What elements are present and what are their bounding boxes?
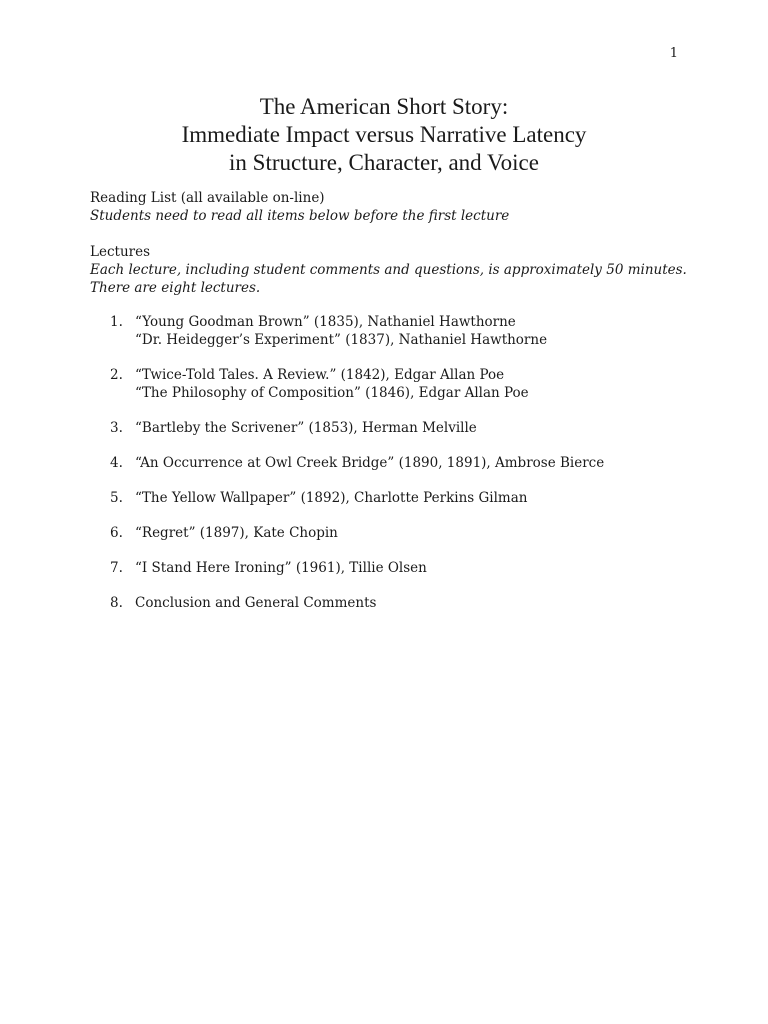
lecture-item (90, 559, 710, 577)
lecture-number: 6. (110, 525, 123, 541)
title-line-3: in Structure, Character, and Voice (229, 150, 539, 175)
lecture-reading: “I Stand Here Ironing” (1961), Tillie Olsen (135, 560, 427, 576)
lectures-heading: Lectures (90, 244, 151, 260)
lecture-reading: “The Philosophy of Composition” (1846), Edgar Allan Poe (135, 385, 529, 401)
reading-list-section (90, 189, 690, 225)
lecture-number: 4. (110, 455, 123, 471)
title-line-1: The American Short Story: (259, 94, 509, 119)
lecture-reading: “The Yellow Wallpaper” (1892), Charlotte Perkins Gilman (135, 490, 528, 506)
title-line-2: Immediate Impact versus Narrative Latency (181, 122, 587, 147)
lecture-reading: “Regret” (1897), Kate Chopin (135, 525, 338, 541)
lecture-item (90, 313, 710, 349)
lecture-number: 2. (110, 367, 123, 383)
lecture-number: 5. (110, 490, 123, 506)
lecture-item (90, 594, 710, 612)
reading-list-note: Students need to read all items below before the first lecture (90, 208, 510, 224)
lectures-note-line-2: There are eight lectures. (90, 280, 261, 296)
lecture-reading: “Bartleby the Scrivener” (1853), Herman Melville (135, 420, 477, 436)
lecture-number: 8. (110, 595, 123, 611)
lecture-number: 3. (110, 420, 123, 436)
lecture-list (90, 313, 710, 629)
lecture-item (90, 454, 710, 472)
lecture-item (90, 366, 710, 402)
lecture-item (90, 524, 710, 542)
lecture-number: 7. (110, 560, 123, 576)
lecture-reading: “Dr. Heidegger’s Experiment” (1837), Nathaniel Hawthorne (135, 332, 548, 348)
lecture-reading: Conclusion and General Comments (135, 595, 377, 611)
lecture-number: 1. (110, 314, 123, 330)
lectures-note-line-1: Each lecture, including student comments and questions, is approximately 50 minutes. (90, 262, 687, 278)
lecture-reading: “An Occurrence at Owl Creek Bridge” (1890, 1891), Ambrose Bierce (135, 455, 605, 471)
lecture-reading: “Twice-Told Tales. A Review.” (1842), Edgar Allan Poe (135, 367, 505, 383)
lecture-item (90, 489, 710, 507)
lecture-item (90, 419, 710, 437)
page-number: 1 (669, 46, 678, 61)
reading-list-heading: Reading List (all available on-line) (90, 190, 325, 206)
lecture-reading: “Young Goodman Brown” (1835), Nathaniel Hawthorne (135, 314, 516, 330)
lectures-section (90, 243, 690, 297)
document-title (0, 93, 768, 177)
